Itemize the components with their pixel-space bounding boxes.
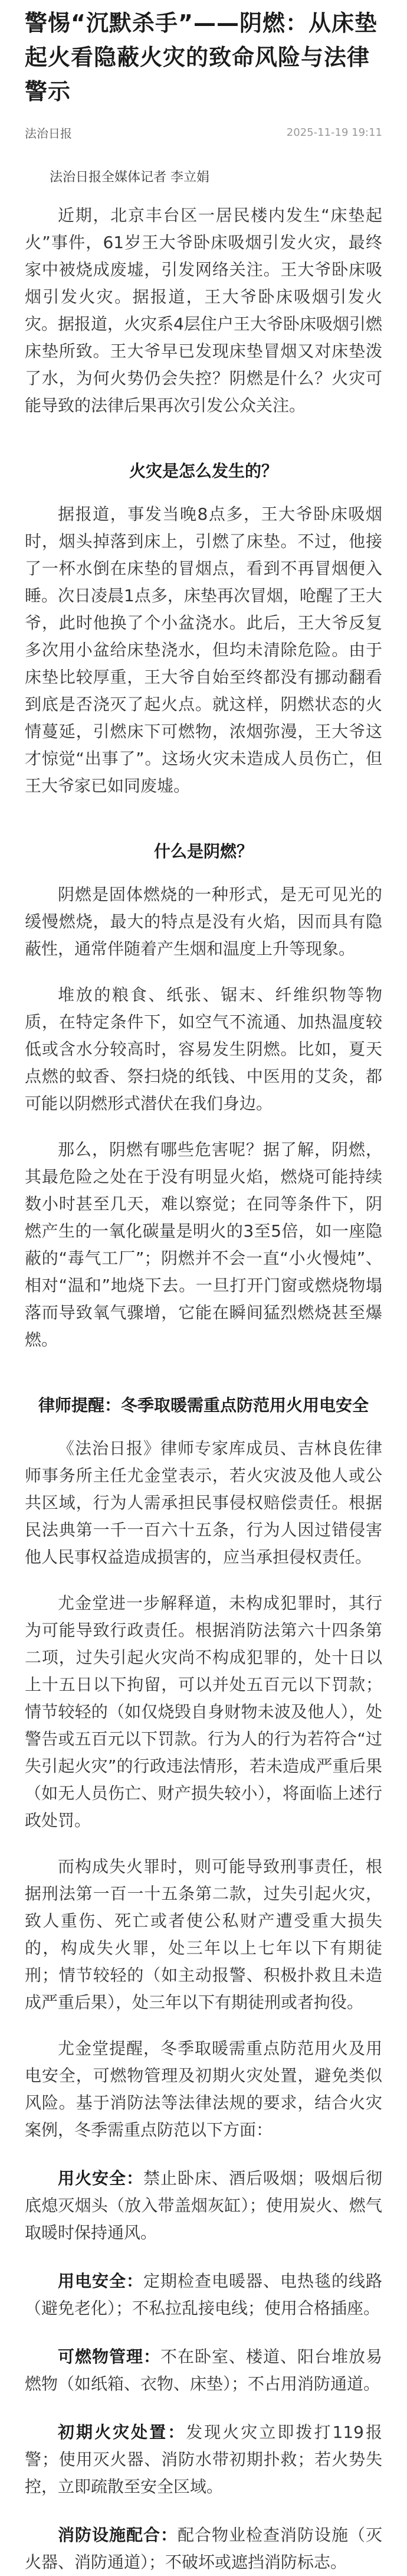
tip-text: 发现火灾立即拨打119报警；使用灭火器、消防水带初期扑救；若火势失控，立即疏散至安全区域。 [25, 2422, 382, 2496]
tip-label: 消防设施配合： [58, 2525, 178, 2545]
what-paragraph-3: 那么，阴燃有哪些危害呢？据了解，阴燃，其最危险之处在于没有明显火焰，燃烧可能持续数小时甚至几天，难以察觉；在同等条件下，阴燃产生的一氧化碳量是明火的3至5倍，如一座隐蔽的“毒气工厂”；阴燃并不会一直“小火慢炖”、相对“温和”地烧下去。一旦打开门窗或燃烧物塌落而导致氧气骤增，它能在瞬间猛烈燃烧甚至爆燃。 [25, 1140, 382, 1349]
legal-paragraph-3: 而构成失火罪时，则可能导致刑事责任，根据刑法第一百一十五条第二款，过失引起火灾，致人重伤、死亡或者使公私财产遭受重大损失的，构成失火罪，处三年以上七年以下有期徒刑；情节较轻的（如主动报警、积极扑救且未造成严重后果），处三年以下有期徒刑或者拘役。 [25, 1857, 382, 2012]
tip-text: 禁止卧床、酒后吸烟；吸烟后彻底熄灭烟头（放入带盖烟灰缸）；使用炭火、燃气取暖时保持通风。 [25, 2169, 382, 2242]
section-title-legal: 律师提醒：冬季取暖需重点防范用火用电安全 [38, 1395, 369, 1415]
tip-text: 配合物业检查消防设施（灭火器、消防通道）；不破坏或遮挡消防标志。 [25, 2525, 382, 2572]
tip-fire-safety [25, 2165, 382, 2246]
section-title-what: 什么是阴燃？ [153, 842, 253, 861]
article-page [0, 6, 407, 2576]
how-paragraph-1: 据报道，事发当晚8点多，王大爷卧床吸烟时，烟头掉落到床上，引燃了床垫。不过，他接了一杯水倒在床垫的冒烟点，看到不再冒烟便入睡。次日凌晨1点多，床垫再次冒烟，呛醒了王大爷，此时他换了个小盆浇水。此后，王大爷反复多次用小盆给床垫浇水，但均未清除危险。由于床垫比较厚重，王大爷自始至终都没有挪动翻看到底是否浇灭了起火点。就这样，阴燃状态的火情蔓延，引燃床下可燃物，浓烟弥漫，王大爷这才惊觉“出事了”。这场火灾未造成人员伤亡，但王大爷家已如同废墟。 [25, 504, 382, 795]
article-meta [25, 124, 382, 141]
tip-label: 可燃物管理： [58, 2347, 160, 2366]
tip-label: 用电安全： [58, 2271, 143, 2291]
tip-text: 不在卧室、楼道、阳台堆放易燃物（如纸箱、衣物、床垫）；不占用消防通道。 [25, 2347, 382, 2394]
article-timestamp: 2025-11-19 19:11 [286, 126, 382, 139]
article-title: 警惕“沉默杀手”——阴燃：从床垫起火看隐蔽火灾的致命风险与法律警示 [25, 10, 378, 105]
tip-label: 初期火灾处置： [58, 2422, 186, 2442]
tip-text: 定期检查电暖器、电热毯的线路（避免老化）；不私拉乱接电线；使用合格插座。 [25, 2271, 382, 2318]
legal-paragraph-4: 尤金堂提醒，冬季取暖需重点防范用火及用电安全，可燃物管理及初期火灾处置，避免类似风险。基于消防法等法律法规的要求，结合火灾案例，冬季需重点防范以下方面： [25, 2039, 382, 2140]
tip-combustibles [25, 2343, 382, 2398]
tip-facilities [25, 2522, 382, 2576]
article-source[interactable]: 法治日报 [25, 126, 72, 141]
legal-paragraph-1: 《法治日报》律师专家库成员、吉林良佐律师事务所主任尤金堂表示，若火灾波及他人或公共区域，行为人需承担民事侵权赔偿责任。根据民法典第一千一百六十五条，行为人因过错侵害他人民事权益造成损害的，应当承担侵权责任。 [25, 1439, 382, 1567]
legal-paragraph-2: 尤金堂进一步解释道，未构成犯罪时，其行为可能导致行政责任。根据消防法第六十四条第二项，过失引起火灾尚不构成犯罪的，处十日以上十五日以下拘留，可以并处五百元以下罚款；情节较轻的（如仅烧毁自身财物未波及他人），处警告或五百元以下罚款。行为人的行为若符合“过失引起火灾”的行政违法情形，若未造成严重后果（如无人员伤亡、财产损失较小），将面临上述行政处罚。 [25, 1593, 382, 1830]
what-paragraph-2: 堆放的粮食、纸张、锯末、纤维织物等物质，在特定条件下，如空气不流通、加热温度较低或含水分较高时，容易发生阴燃。比如，夏天点燃的蚊香、祭扫烧的纸钱、中医用的艾灸，都可能以阴燃形式潜伏在我们身边。 [25, 985, 382, 1113]
tip-label: 用火安全： [58, 2169, 143, 2188]
tip-initial-response [25, 2419, 382, 2500]
intro-paragraph: 近期，北京丰台区一居民楼内发生“床垫起火”事件，61岁王大爷卧床吸烟引发火灾，最终家中被烧成废墟，引发网络关注。王大爷卧床吸烟引发火灾。据报道，王大爷卧床吸烟引发火灾。据报道，火灾系4层住户王大爷卧床吸烟引燃床垫所致。王大爷早已发现床垫冒烟又对床垫泼了水，为何火势仍会失控？阴燃是什么？火灾可能导致的法律后果再次引发公众关注。 [25, 206, 382, 415]
article-author: 法治日报全媒体记者 李立娟 [50, 170, 209, 185]
what-paragraph-1: 阴燃是固体燃烧的一种形式，是无可见光的缓慢燃烧，最大的特点是没有火焰，因而具有隐蔽性，通常伴随着产生烟和温度上升等现象。 [25, 885, 382, 958]
tip-electric-safety [25, 2268, 382, 2322]
section-title-how: 火灾是怎么发生的？ [129, 461, 278, 481]
